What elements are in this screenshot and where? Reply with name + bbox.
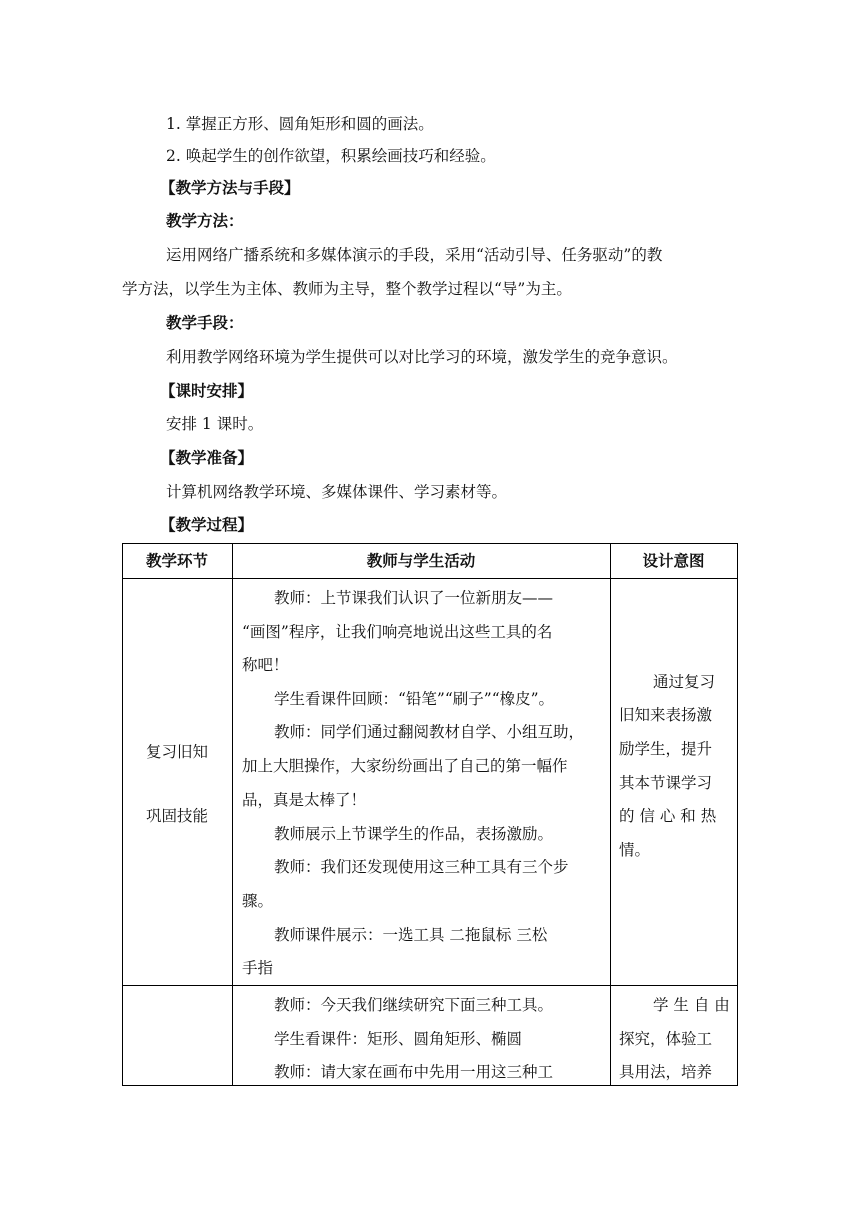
row2-purpose-line-1: 学 生 自 由 [653, 996, 730, 1014]
prep-text: 计算机网络教学环境、多媒体课件、学习素材等。 [166, 483, 508, 501]
row1-purpose-line-1: 通过复习 [653, 673, 716, 691]
schedule-text: 安排 1 课时。 [166, 415, 264, 433]
row2-purpose-line-2: 探究，体验工 [619, 1030, 713, 1048]
row1-activity-line-1: 教师：上节课我们认识了一位新朋友—— [274, 589, 554, 607]
method-label: 教学方法： [166, 212, 244, 230]
row1-activity-line-7: 品，真是太棒了！ [242, 791, 367, 809]
table-border-bottom [122, 1085, 738, 1086]
objective-2: 2. 唤起学生的创作欲望，积累绘画技巧和经验。 [166, 147, 496, 165]
row1-purpose-line-3: 励学生，提升 [619, 740, 713, 758]
row1-purpose-line-6: 情。 [619, 841, 651, 859]
row1-purpose-line-4: 其本节课学习 [619, 774, 713, 792]
row1-activity-line-11: 教师课件展示：一选工具 二拖鼠标 三松 [274, 926, 548, 944]
method-section-heading: 【教学方法与手段】 [160, 179, 300, 197]
means-line: 利用教学网络环境为学生提供可以对比学习的环境，激发学生的竞争意识。 [166, 348, 678, 366]
row1-stage-line-2: 巩固技能 [145, 807, 208, 825]
row2-purpose-line-3: 具用法，培养 [619, 1063, 713, 1081]
row2-activity-line-1: 教师：今天我们继续研究下面三种工具。 [274, 996, 554, 1014]
row1-activity-line-9: 教师：我们还发现使用这三种工具有三个步 [274, 858, 569, 876]
row2-activity-line-3: 教师：请大家在画布中先用一用这三种工 [274, 1063, 554, 1081]
method-line-1: 运用网络广播系统和多媒体演示的手段，采用“活动引导、任务驱动”的教 [166, 246, 663, 264]
objective-1: 1. 掌握正方形、圆角矩形和圆的画法。 [166, 115, 434, 133]
table-border-right [737, 543, 738, 1086]
row1-stage-line-1: 复习旧知 [145, 743, 208, 761]
schedule-heading: 【课时安排】 [160, 382, 254, 400]
teaching-process-table [122, 543, 738, 1086]
row1-purpose-line-5: 的 信 心 和 热 [619, 807, 717, 825]
row1-activity-line-12: 手指 [242, 959, 274, 977]
header-stage: 教学环节 [145, 552, 208, 570]
row1-activity-line-6: 加上大胆操作，大家纷纷画出了自己的第一幅作 [242, 757, 568, 775]
prep-heading: 【教学准备】 [160, 449, 254, 467]
table-border-top [122, 543, 738, 544]
header-purpose: 设计意图 [642, 552, 705, 570]
process-heading: 【教学过程】 [160, 516, 254, 534]
row1-activity-line-5: 教师：同学们通过翻阅教材自学、小组互助， [274, 723, 585, 741]
row1-purpose-line-2: 旧知来表扬激 [619, 706, 713, 724]
table-row-divider [122, 985, 738, 986]
row2-activity-line-2: 学生看课件：矩形、圆角矩形、椭圆 [274, 1030, 523, 1048]
table-header-divider [122, 578, 738, 579]
row1-activity-line-4: 学生看课件回顾：“铅笔”“刷子”“橡皮”。 [274, 690, 555, 708]
row1-activity-line-3: 称吧！ [242, 656, 289, 674]
row1-activity-line-10: 骤。 [242, 892, 274, 910]
table-col-divider-1 [232, 543, 233, 1086]
header-activity: 教师与学生活动 [366, 552, 476, 570]
means-label: 教学手段： [166, 314, 244, 332]
table-col-divider-2 [610, 543, 611, 1086]
method-line-2: 学方法，以学生为主体、教师为主导，整个教学过程以“导”为主。 [122, 280, 572, 298]
row1-activity-line-8: 教师展示上节课学生的作品，表扬激励。 [274, 825, 554, 843]
row1-activity-line-2: “画图”程序，让我们响亮地说出这些工具的名 [242, 623, 553, 641]
